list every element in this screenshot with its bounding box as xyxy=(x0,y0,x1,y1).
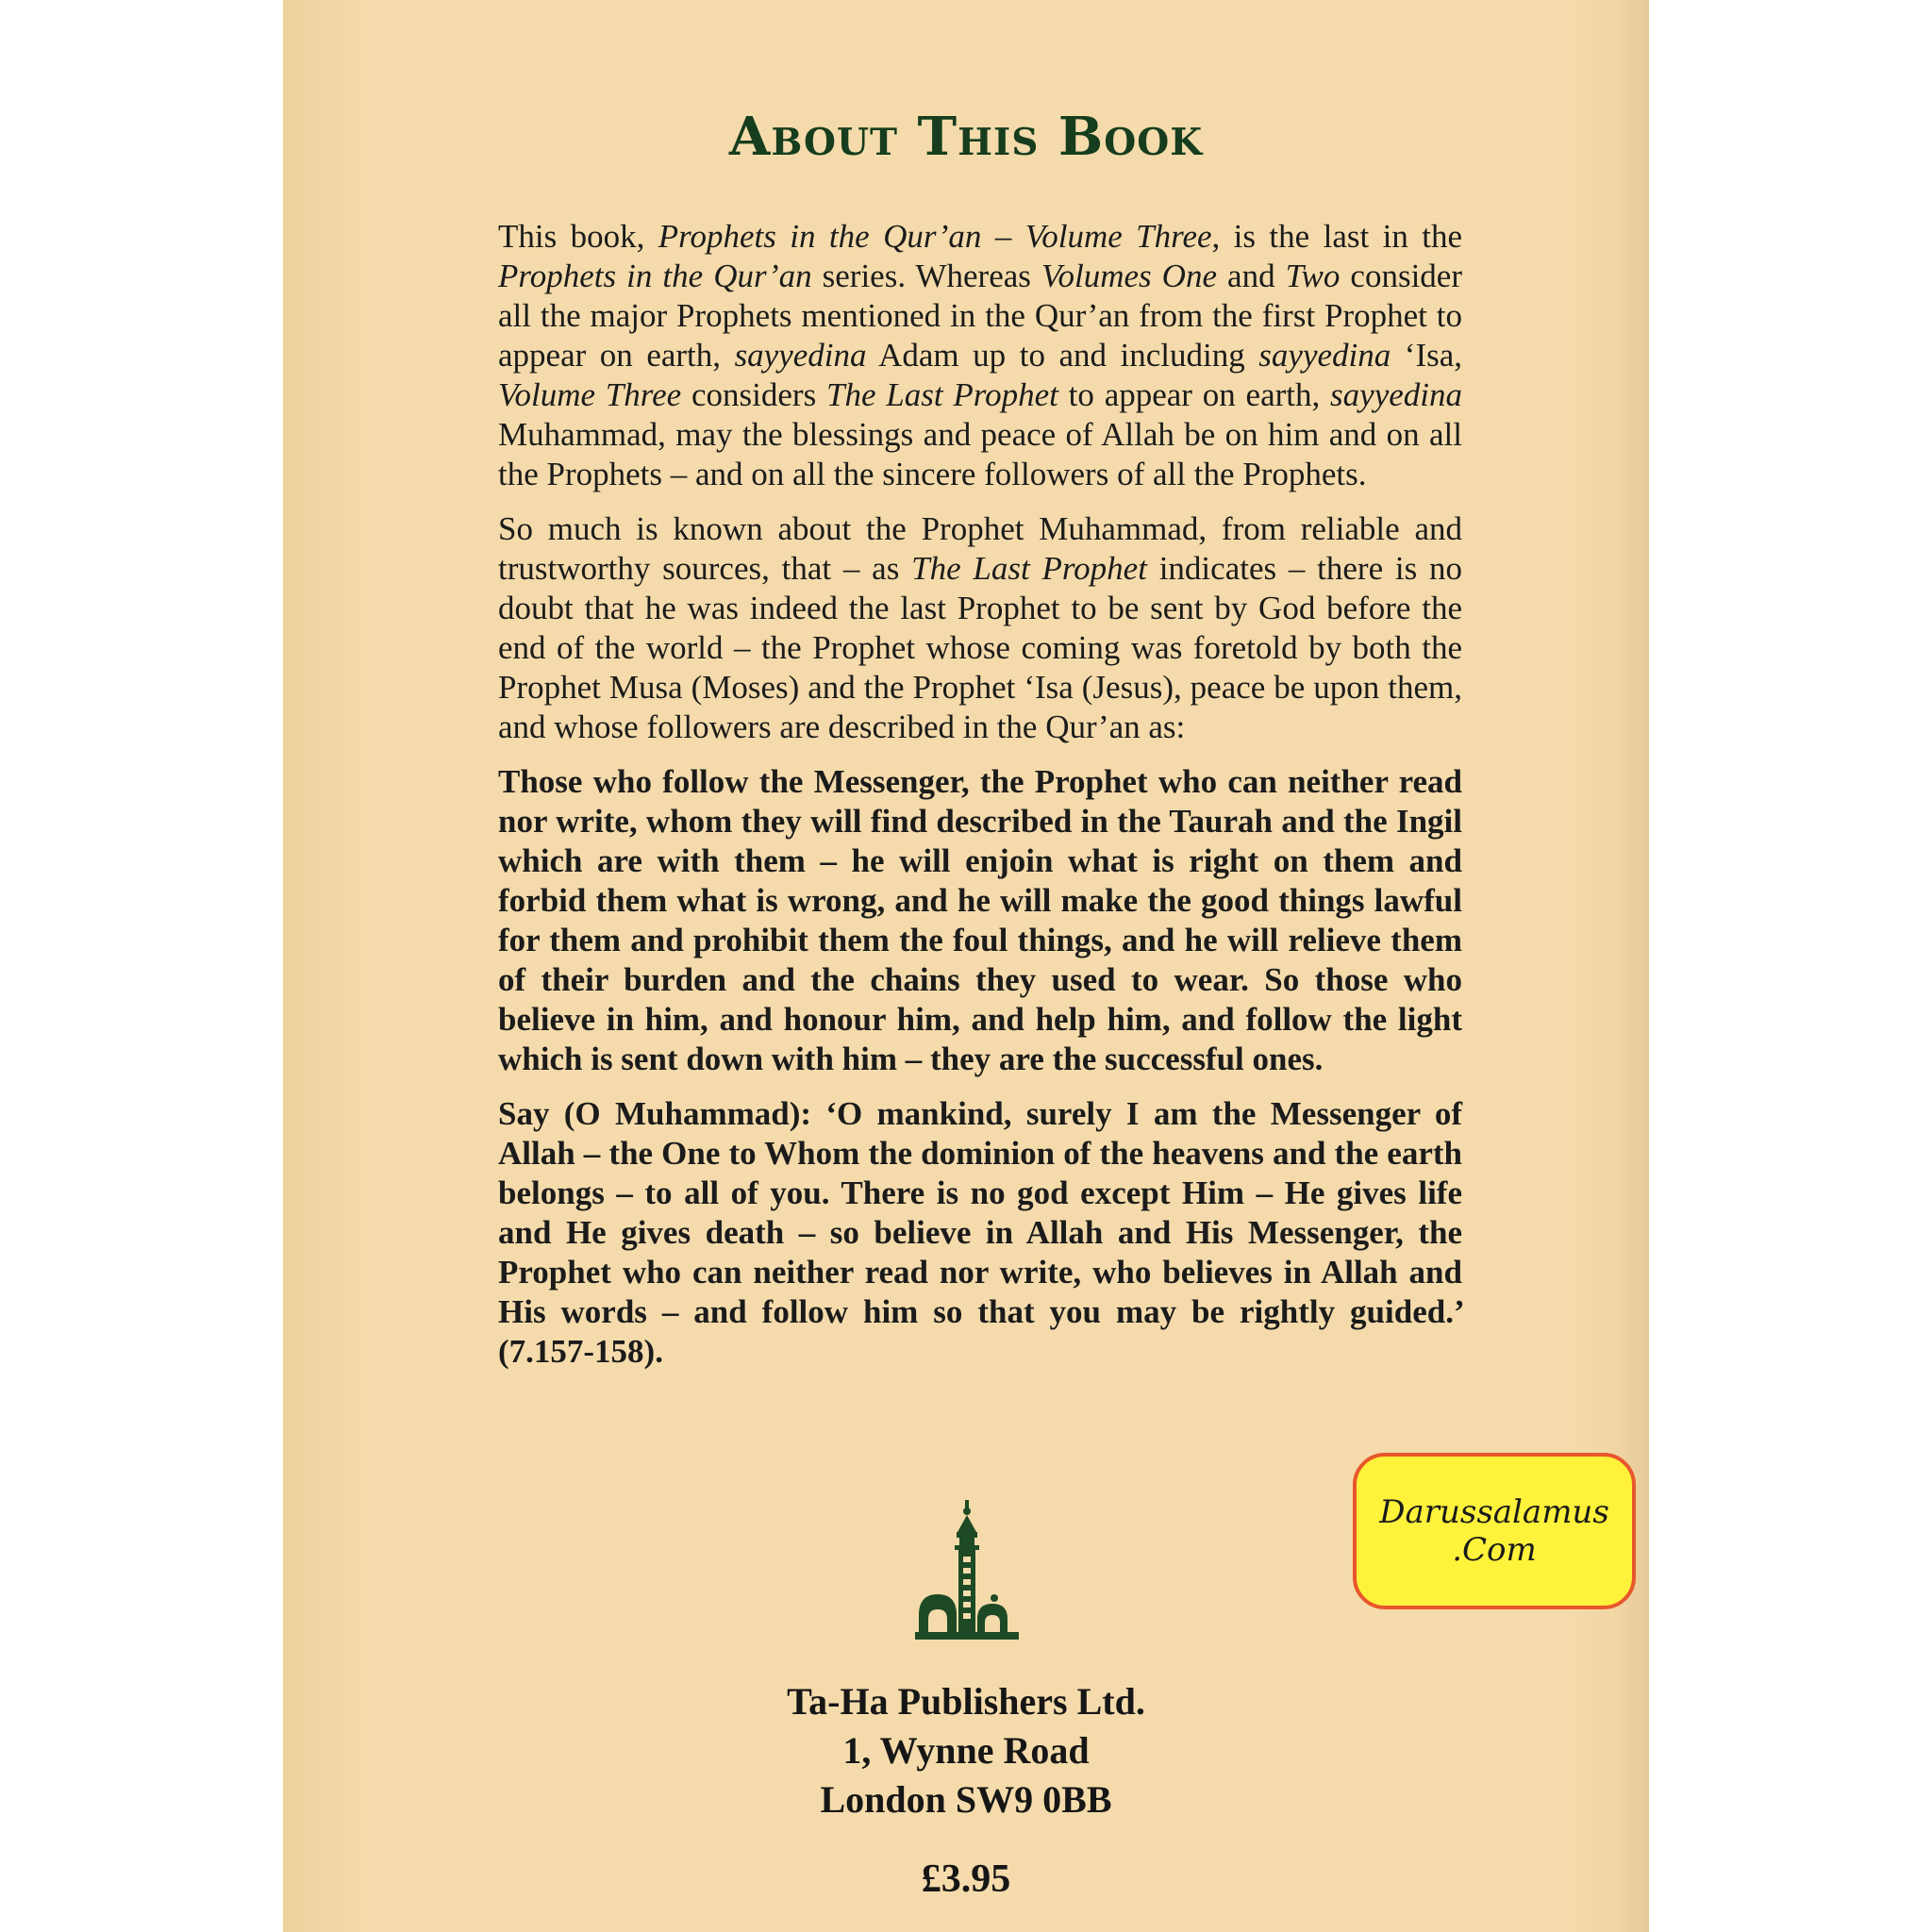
cover-edge-shadow xyxy=(1613,0,1649,1932)
publisher-address-line1: 1, Wynne Road xyxy=(842,1729,1090,1772)
publisher-address-line2: London SW9 0BB xyxy=(820,1778,1112,1821)
sticker-line1: Darussalamus xyxy=(1379,1493,1609,1531)
page-title: About This Book xyxy=(728,106,1204,168)
paragraph-intro: This book, Prophets in the Qur’an – Volume Three, is the last in the Prophets in the Qur’an series. Whereas Volumes One and Two consider all the major Prophets mentioned in the Qur’an from the first Prophet to appear on earth, sayyedina Adam up to and including sayyedina ‘Isa, Volume Three considers The Last Prophet to appear on earth, sayyedina Muhammad, may the blessings and peace of Allah be on him and on all the Prophets – and on all the sincere followers of all the Prophets. xyxy=(498,218,1462,492)
body-text xyxy=(498,217,1462,1387)
book-back-cover xyxy=(283,0,1649,1932)
publisher-name: Ta-Ha Publishers Ltd. xyxy=(787,1680,1145,1723)
quote-reference: (7.157-158). xyxy=(498,1333,663,1370)
price-label: £3.95 xyxy=(921,1857,1011,1901)
minaret-dome-logo-icon xyxy=(915,1500,1019,1641)
paragraph-second: So much is known about the Prophet Muhammad, from reliable and trustworthy sources, that – as The Last Prophet indicates – there is no doubt that he was indeed the last Prophet to be sent by God before the end of the world – the Prophet whose coming was foretold by both the Prophet Musa (Moses) and the Prophet ‘Isa (Jesus), peace be upon them, and whose followers are described in the Qur’an as: xyxy=(498,510,1462,745)
quote-first: Those who follow the Messenger, the Prophet who can neither read nor write, whom they will find described in the Taurah and the Ingil which are with them – he will enjoin what is right on them and forbid them what is wrong, and he will make the good things lawful for them and prohibit them the foul things, and he will relieve them of their burden and the chains they used to wear. So those who believe in him, and honour him, and help him, and follow the light which is sent down with him – they are the successful ones. xyxy=(498,763,1462,1077)
sticker-line2: .Com xyxy=(1452,1531,1537,1569)
store-watermark-sticker xyxy=(1353,1453,1636,1609)
quote-second: Say (O Muhammad): ‘O mankind, surely I am the Messenger of Allah – the One to Whom the dominion of the heavens and the earth belongs – to all of you. There is no god except Him – He gives life and He gives death – so believe in Allah and His Messenger, the Prophet who can neither read nor write, who believes in Allah and His words – and follow him so that you may be rightly guided.’ (7.157-158). xyxy=(498,1095,1462,1370)
publisher-block xyxy=(283,1677,1649,1824)
